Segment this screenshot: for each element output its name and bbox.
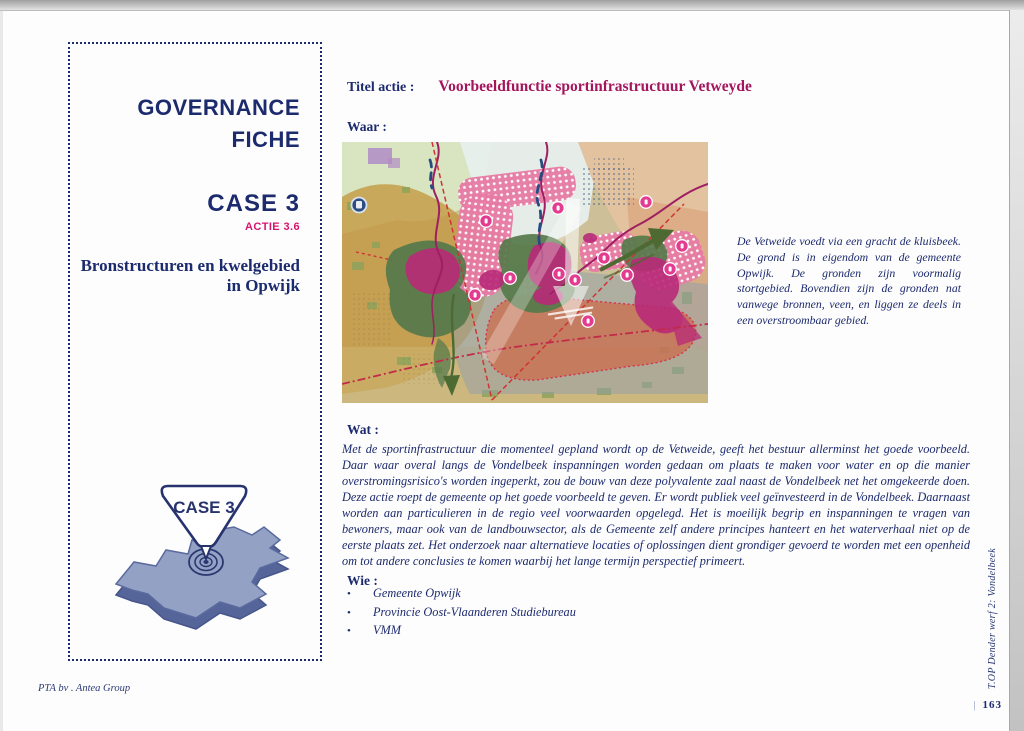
document-series-label: T.OP Dender werf 2: Vondelbeek	[987, 547, 998, 689]
page-left-edge	[0, 11, 3, 731]
location-note: De Vetweide voedt via een gracht de kluisbeek. De grond is in eigendom van de gemeente Opwijk. De gronden zijn voormalig stortgebied. Bovendien zijn de gronden nat vanwege bronnen, veen, en liggen ze deels in een overstroombaar gebied.	[737, 234, 961, 327]
list-item	[347, 623, 767, 638]
page-number-value: 163	[982, 699, 1002, 711]
case-block	[207, 190, 300, 233]
case-callout-label: CASE 3	[173, 498, 235, 517]
wie-item-label: Gemeente Opwijk	[373, 586, 461, 600]
actie-label: ACTIE 3.6	[245, 221, 300, 233]
page-right-edge	[1009, 10, 1024, 731]
list-item	[347, 605, 767, 620]
page-number-separator: |	[973, 699, 976, 711]
bullet-icon: •	[347, 625, 351, 637]
fiche-subtitle-line1: Bronstructuren en kwelgebied	[80, 256, 300, 275]
case-location-illustration	[102, 482, 302, 647]
station-marker-icon	[352, 198, 367, 213]
wat-paragraph: Met de sportinfrastructuur die momenteel gepland wordt op de Vetweide, geeft het bestuur allerminst het goede voorbeeld. Daar waar overal langs de Vondelbeek inspanningen worden gedaan om plaats te maken voor water en op die manier overstromingsrisico's worden ingeperkt, zou de bouw van deze polyvalente zaal naast de Vondelbeek net het omgekeerde doen. Deze actie roept de gemeente op het goede voorbeeld te geven. Er wordt publiek veel geïnvesteerd in de Vondelbeek. Daarnaast worden aan particulieren in de regio veel voorwaarden opgelegd. Het is moeilijk begrip en inspanningen te vragen van bewoners, maar ook van de landbouwsector, als de Gemeente zelf andere principes hanteert en het waterverhaal niet op de eerste plaats zet. Het onderzoek naar alternatieve locaties of oplossingen dient grondiger gevoerd te worden met een openheid om tot andere conclusies te komen waarbij het lange termijn perspectief primeert.	[342, 442, 970, 568]
wie-item-label: VMM	[373, 623, 401, 637]
wie-heading: Wie :	[347, 573, 378, 588]
page-number	[973, 699, 1002, 711]
governance-fiche-box	[68, 42, 322, 661]
title-value: Voorbeeldfunctie sportinfrastructuur Vetweyde	[438, 78, 752, 95]
page-top-edge	[0, 0, 1024, 11]
bullet-icon: •	[347, 606, 351, 619]
fiche-title	[137, 92, 300, 156]
fiche-subtitle-line2: in Opwijk	[226, 276, 300, 295]
bullet-icon: •	[347, 588, 351, 600]
case-label: CASE 3	[207, 190, 300, 217]
title-label: Titel actie :	[347, 80, 415, 95]
wie-list	[347, 586, 767, 642]
fiche-subtitle	[81, 256, 300, 296]
fiche-title-line2: FICHE	[231, 127, 300, 152]
author-credit: PTA bv . Antea Group	[38, 683, 131, 694]
wat-heading: Wat :	[347, 422, 379, 437]
waar-heading: Waar :	[347, 119, 387, 134]
fiche-title-line1: GOVERNANCE	[137, 95, 300, 120]
wie-item-label: Provincie Oost-Vlaanderen Studiebureau	[373, 604, 576, 619]
title-row	[347, 78, 752, 96]
planning-map	[342, 142, 708, 403]
list-item	[347, 586, 767, 601]
